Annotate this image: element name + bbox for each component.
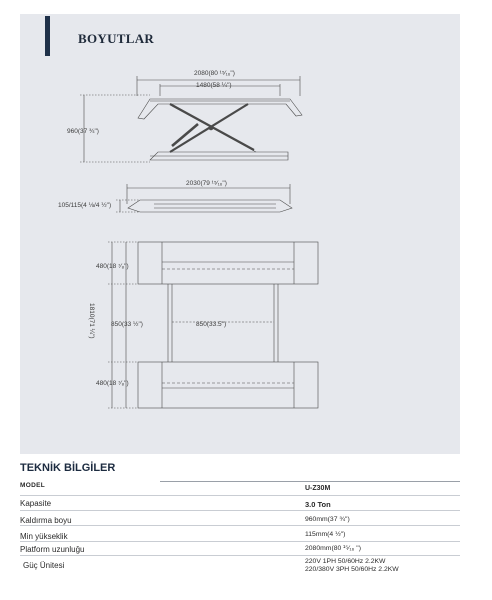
side-view-lowered (116, 184, 292, 212)
spec-label: Kapasite (20, 499, 52, 508)
spec-label: Kaldırma boyu (20, 516, 72, 525)
spec-row (20, 527, 460, 542)
spec-header-value: U-Z30M (305, 485, 331, 492)
spec-value: 3.0 Ton (305, 500, 331, 509)
spec-row (20, 541, 460, 556)
spec-row (20, 556, 460, 576)
spec-value: 960mm(37 ¾") (305, 516, 350, 523)
spec-label: Güç Ünitesi (23, 561, 65, 570)
dim-platform-width-top: 480(18 ⁷⁄₈") (96, 263, 129, 270)
spec-row (20, 496, 460, 511)
spec-label: Min yükseklik (20, 532, 68, 541)
spec-value: 220V 1PH 50/60Hz 2.2KW (305, 558, 386, 565)
spec-header-row (20, 481, 460, 496)
spec-label: Platform uzunluğu (20, 545, 85, 554)
panel-title: BOYUTLAR (78, 31, 155, 46)
spec-value: 2080mm(80 ¹⁵⁄₁₆ ") (305, 545, 361, 552)
dim-overall-length: 2080(80 ¹⁵⁄₁₆") (194, 70, 235, 77)
header-rule (160, 481, 460, 482)
dim-total-width: 1810(71 ¼") (88, 303, 95, 339)
dim-platform-width-bottom: 480(18 ⁷⁄₈") (96, 380, 129, 387)
specs-title: TEKNİK BİLGİLER (20, 462, 116, 474)
spec-value: 115mm(4 ½") (305, 531, 346, 538)
spec-value-2: 220/380V 3PH 50/60Hz 2.2KW (305, 566, 399, 573)
dim-gap-center: 850(33.5") (196, 321, 227, 328)
spec-header-label: MODEL (20, 482, 45, 489)
dim-inner-length: 1480(58 ¼") (196, 82, 232, 89)
dim-max-height: 960(37 ¾") (67, 128, 99, 135)
side-view-raised (80, 76, 302, 162)
dim-min-height: 105/115(4 ⅛/4 ½") (58, 202, 112, 209)
dim-min-length: 2030(79 ¹⁵⁄₁₆") (186, 180, 227, 187)
spec-row (20, 511, 460, 526)
dim-gap-left: 850(33 ½") (111, 321, 143, 328)
